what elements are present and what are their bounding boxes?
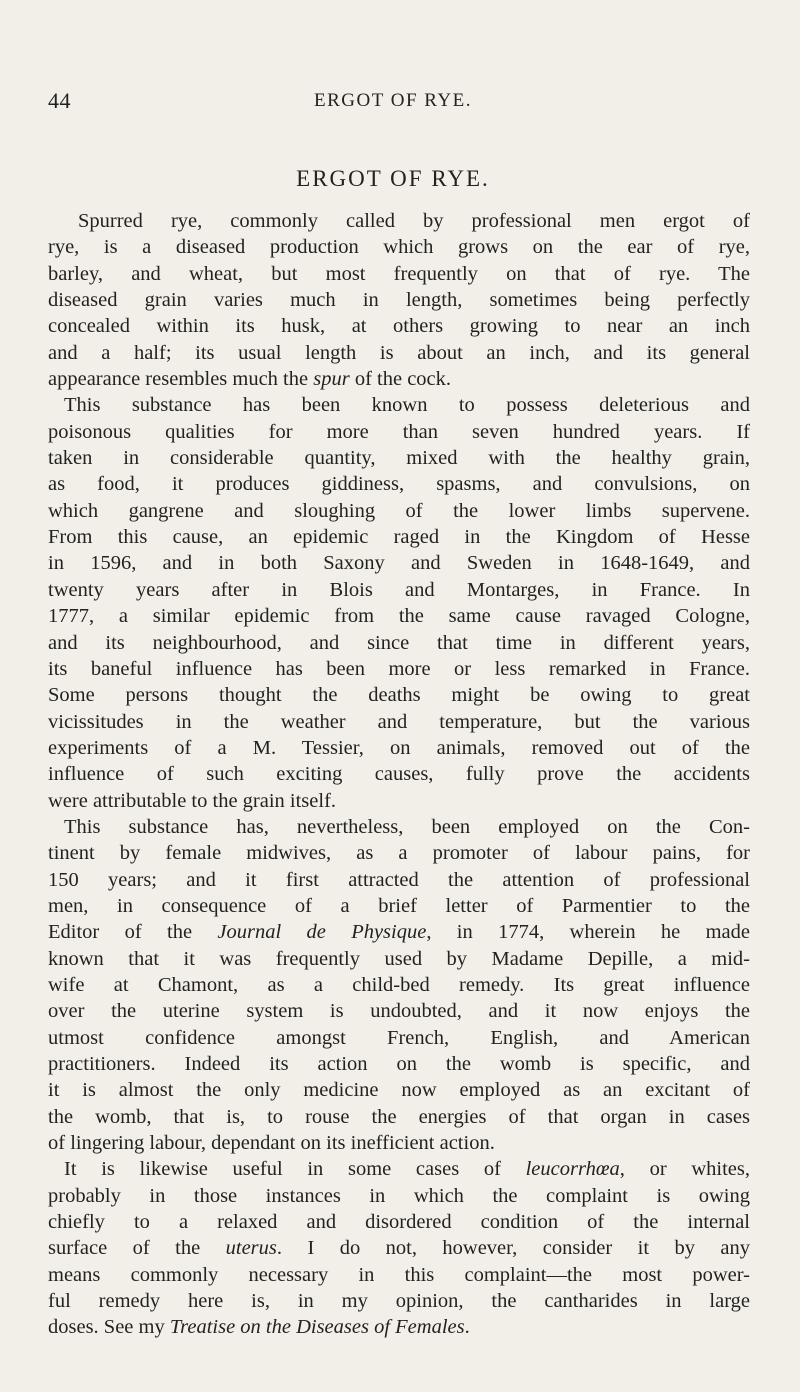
running-title: ERGOT OF RYE. (314, 90, 472, 111)
text-line: probably in those instances in which the complaint is owing (48, 1184, 750, 1207)
text-line: 150 years; and it first attracted the attention of professional (48, 868, 750, 891)
text-line: taken in considerable quantity, mixed with the healthy grain, (48, 447, 750, 470)
italic-phrase: spur (313, 368, 350, 391)
text-line: twenty years after in Blois and Montarges, in France. In (48, 578, 750, 601)
text-line: were attributable to the grain itself. (48, 789, 337, 812)
text-line: men, in consequence of a brief letter of Parmentier to the (48, 894, 750, 917)
text-line: in 1596, and in both Saxony and Sweden in 1648-1649, and (48, 552, 750, 575)
text-segment: , in 1774, wherein he made (426, 921, 751, 944)
page-number: 44 (48, 88, 71, 113)
text-line: and a half; its usual length is about an inch, and its general (48, 341, 750, 364)
text-segment: Editor of the (48, 921, 218, 944)
text-line: rye, is a diseased production which grows on the ear of rye, (48, 236, 750, 259)
text-line: the womb, that is, to rouse the energies of that organ in cases (48, 1105, 750, 1128)
text-line: diseased grain varies much in length, sometimes being perfectly (48, 289, 750, 312)
text-line: This substance has been known to possess deleterious and (64, 394, 750, 417)
text-line: practitioners. Indeed its action on the womb is specific, and (48, 1053, 750, 1075)
body-text (48, 208, 750, 1341)
text-line: as food, it produces giddiness, spasms, and convulsions, on (48, 473, 750, 496)
text-line: Some persons thought the deaths might be owing to great (48, 684, 750, 707)
text-line (48, 366, 750, 392)
text-segment: It is likewise useful in some cases of (64, 1158, 526, 1181)
text-line: known that it was frequently used by Madame Depille, a mid- (48, 947, 750, 970)
text-line: tinent by female midwives, as a promoter of labour pains, for (48, 842, 750, 865)
text-segment: . I do not, however, consider it by any (276, 1237, 750, 1260)
text-segment: of the cock. (349, 368, 452, 391)
text-line: which gangrene and sloughing of the lower limbs supervene. (48, 499, 750, 522)
text-line: over the uterine system is undoubted, and it now enjoys the (48, 1000, 750, 1023)
text-segment: surface of the (48, 1237, 226, 1260)
italic-phrase: Journal de Physique (217, 921, 427, 944)
italic-phrase: leucorrhœa (525, 1158, 620, 1181)
running-head (48, 88, 738, 118)
text-line: influence of such exciting causes, fully prove the accidents (48, 763, 750, 786)
text-line: This substance has, nevertheless, been employed on the Con- (64, 815, 750, 838)
text-line: utmost confidence amongst French, English, and American (48, 1026, 750, 1049)
text-line (48, 1235, 750, 1261)
text-line: its baneful influence has been more or less remarked in France. (48, 657, 750, 680)
text-line (48, 919, 750, 945)
text-line (48, 1156, 750, 1182)
text-line: vicissitudes in the weather and temperature, but the various (48, 710, 750, 733)
text-line: and its neighbourhood, and since that time in different years, (48, 631, 750, 654)
text-segment: , or whites, (619, 1158, 750, 1181)
section-title: ERGOT OF RYE. (296, 166, 490, 191)
text-line: concealed within its husk, at others growing to near an inch (48, 315, 750, 338)
text-line: 1777, a similar epidemic from the same cause ravaged Cologne, (48, 605, 750, 628)
text-line: Spurred rye, commonly called by professional men ergot of (78, 210, 750, 232)
text-line: wife at Chamont, as a child-bed remedy. Its great influence (48, 973, 750, 996)
text-line: From this cause, an epidemic raged in the Kingdom of Hesse (48, 526, 750, 549)
text-segment: doses. See my (48, 1316, 170, 1339)
italic-phrase: uterus (225, 1237, 277, 1260)
text-line: of lingering labour, dependant on its inefficient action. (48, 1132, 495, 1155)
text-line: barley, and wheat, but most frequently on that of rye. The (48, 262, 750, 285)
italic-phrase: Treatise on the Diseases of Females (169, 1316, 465, 1339)
text-line: means commonly necessary in this complaint—the most power- (48, 1263, 750, 1286)
text-line: chiefly to a relaxed and disordered condition of the internal (48, 1211, 750, 1234)
text-line (48, 1314, 750, 1340)
text-segment: appearance resembles much the (48, 368, 314, 391)
text-line: ful remedy here is, in my opinion, the cantharides in large (48, 1290, 750, 1313)
text-line: experiments of a M. Tessier, on animals, removed out of the (48, 736, 750, 759)
text-line: it is almost the only medicine now employed as an excitant of (48, 1079, 750, 1102)
text-line: poisonous qualities for more than seven hundred years. If (48, 420, 750, 443)
text-segment: . (464, 1316, 470, 1339)
